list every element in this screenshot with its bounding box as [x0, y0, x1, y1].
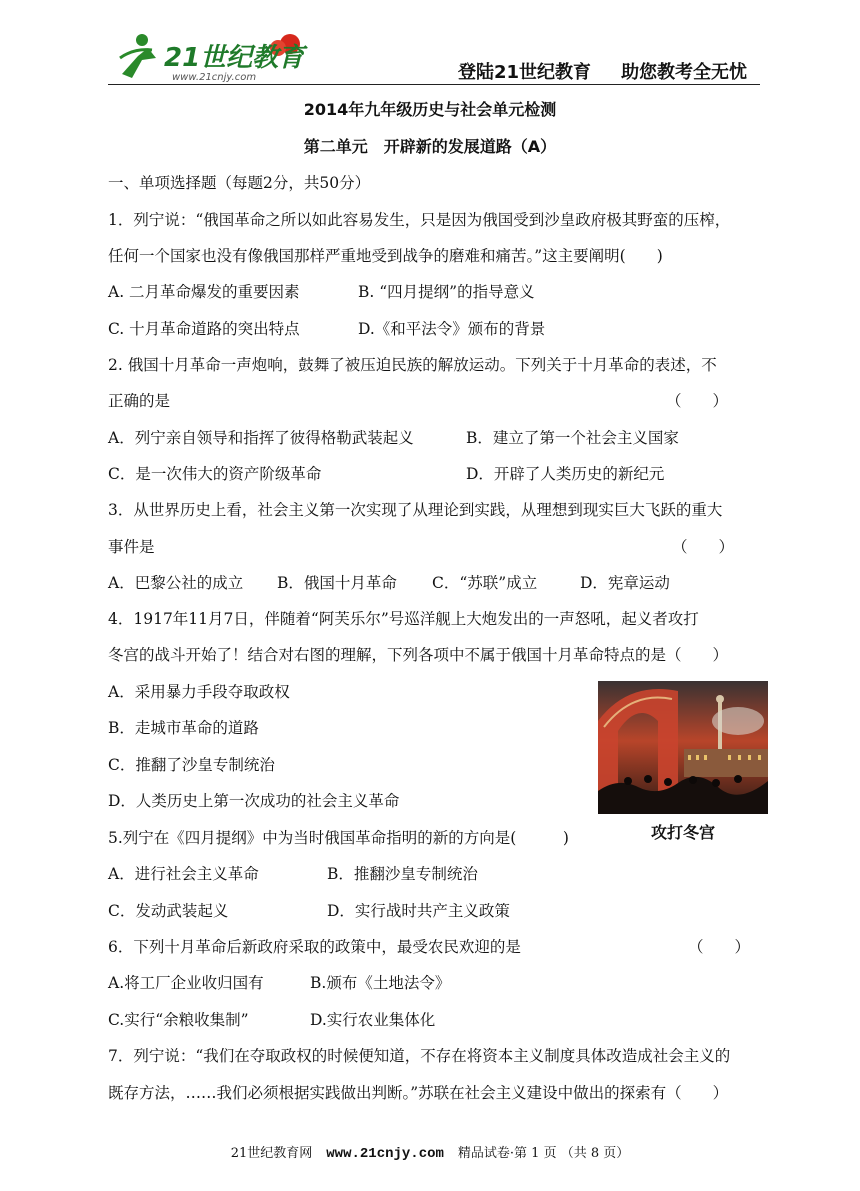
- q6-option-d: D.实行农业集体化: [310, 1011, 436, 1029]
- q6-answer-paren: （ ）: [688, 938, 751, 956]
- q4-stem-line2: 冬宫的战斗开始了！结合对右图的理解，下列各项中不属于俄国十月革命特点的是（ ）: [108, 646, 729, 664]
- q1-option-b: B. “四月提纲”的指导意义: [358, 283, 535, 301]
- image-caption: 攻打冬宫: [650, 823, 715, 842]
- section-heading: 一、单项选择题（每题2分，共50分）: [108, 174, 371, 192]
- q5-option-a: A．进行社会主义革命: [108, 865, 259, 883]
- q1-stem-line1: 1．列宁说：“俄国革命之所以如此容易发生，只是因为俄国受到沙皇政府极其野蛮的压榨，: [108, 211, 731, 229]
- q2-stem-line1: 2. 俄国十月革命一声炮响，鼓舞了被压迫民族的解放运动。下列关于十月革命的表述，不: [108, 356, 717, 374]
- q5-option-d: D．实行战时共产主义政策: [327, 902, 510, 920]
- q7-stem-line1: 7．列宁说：“我们在夺取政权的时候便知道，不存在将资本主义制度具体改造成社会主义的: [108, 1047, 731, 1065]
- q2-answer-paren: （ ）: [666, 392, 729, 410]
- page-footer: [0, 1142, 860, 1162]
- q2-option-b: B．建立了第一个社会主义国家: [466, 429, 679, 447]
- page-title: 2014年九年级历史与社会单元检测: [303, 100, 557, 119]
- q5-option-b: B．推翻沙皇专制统治: [327, 865, 478, 883]
- q3-option-a: A．巴黎公社的成立: [108, 574, 244, 592]
- q5-stem: 5.列宁在《四月提纲》中为当时俄国革命指明的新的方向是( ): [108, 829, 569, 847]
- q3-stem-line2: 事件是: [108, 538, 155, 556]
- q1-stem-line2: 任何一个国家也没有像俄国那样严重地受到战争的磨难和痛苦。”这主要阐明( ): [108, 247, 663, 265]
- footer-site: www.21cnjy.com: [326, 1146, 444, 1162]
- q7-stem-line2: 既存方法，……我们必须根据实践做出判断。”苏联在社会主义建设中做出的探索有（ ）: [108, 1084, 729, 1102]
- logo-text: 21世纪教育: [164, 43, 305, 73]
- footer-left: 21世纪教育网: [230, 1146, 313, 1161]
- logo-url: www.21cnjy.com: [172, 72, 257, 82]
- q2-option-d: D．开辟了人类历史的新纪元: [466, 465, 665, 483]
- q3-option-d: D．宪章运动: [580, 574, 670, 592]
- slogan-left: 登陆21世纪教育: [458, 62, 592, 83]
- q1-option-a: A. 二月革命爆发的重要因素: [108, 283, 300, 301]
- slogan-right: 助您教考全无忧: [621, 62, 748, 83]
- q4-option-c: C．推翻了沙皇专制统治: [108, 756, 275, 774]
- q3-option-c: C．“苏联”成立: [432, 574, 538, 592]
- q2-option-c: C．是一次伟大的资产阶级革命: [108, 465, 322, 483]
- q1-option-c: C. 十月革命道路的突出特点: [108, 320, 300, 338]
- q6-option-c: C.实行“余粮收集制”: [108, 1011, 249, 1029]
- page-subtitle: 第二单元 开辟新的发展道路（A）: [303, 137, 557, 156]
- q4-stem-line1: 4．1917年11月7日，伴随着“阿芙乐尔”号巡洋舰上大炮发出的一声怒吼，起义者攻打: [108, 610, 699, 628]
- q6-option-a: A.将工厂企业收归国有: [108, 974, 264, 992]
- runner-icon: [120, 34, 156, 78]
- q6-option-b: B.颁布《土地法令》: [310, 974, 451, 992]
- q5-option-c: C．发动武装起义: [108, 902, 229, 920]
- q4-option-b: B．走城市革命的道路: [108, 719, 259, 737]
- storming-winter-palace-image: [598, 681, 768, 814]
- q4-option-a: A．采用暴力手段夺取政权: [108, 683, 290, 701]
- q3-stem-line1: 3．从世界历史上看，社会主义第一次实现了从理论到实践，从理想到现实巨大飞跃的重大: [108, 501, 723, 519]
- q6-stem: 6．下列十月革命后新政府采取的政策中，最受农民欢迎的是: [108, 938, 521, 956]
- q3-answer-paren: （ ）: [672, 538, 735, 556]
- q3-option-b: B．俄国十月革命: [277, 574, 397, 592]
- header-rule: [108, 84, 760, 85]
- q1-option-d: D.《和平法令》颁布的背景: [358, 320, 546, 338]
- q2-option-a: A．列宁亲自领导和指挥了彼得格勒武装起义: [108, 429, 414, 447]
- q2-stem-line2: 正确的是: [108, 392, 171, 410]
- logo: [112, 30, 312, 82]
- q4-option-d: D．人类历史上第一次成功的社会主义革命: [108, 792, 400, 810]
- footer-page-info: 精品试卷·第 1 页 （共 8 页）: [457, 1146, 630, 1161]
- header-slogan: [458, 58, 747, 84]
